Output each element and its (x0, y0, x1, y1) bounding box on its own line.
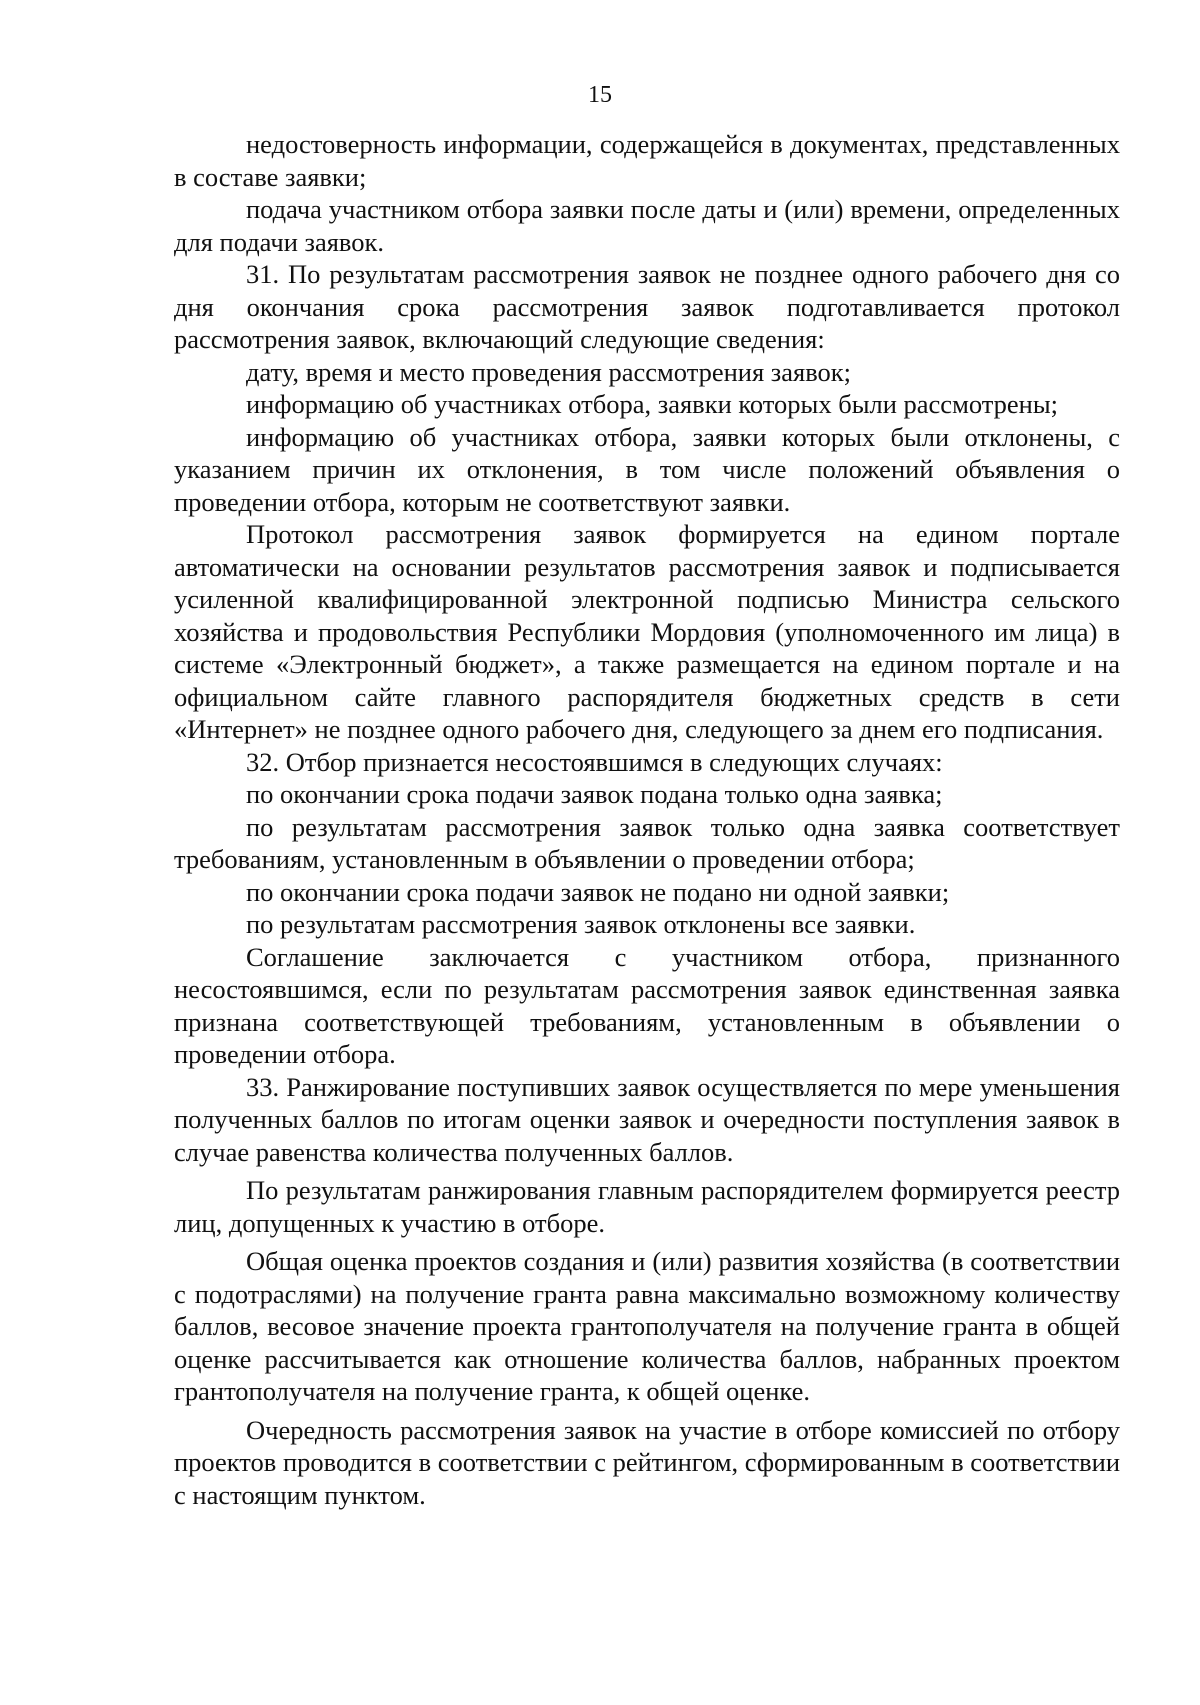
paragraph-32: 32. Отбор признается несостоявшимся в следующих случаях: (246, 746, 943, 777)
paragraph: по результатам рассмотрения заявок отклонены все заявки. (246, 909, 916, 939)
paragraph: Соглашение заключается с участником отбора, признанного несостоявшимся, если по результатам рассмотрения заявок единственная заявка признана соответствующей требованиям, установленным в объявлении о проведении отбора. (174, 941, 1120, 1069)
paragraph: Протокол рассмотрения заявок формируется на едином портале автоматически на основании результатов рассмотрения заявок и подписывается усиленной квалифицированной электронной подписью Министра сельского хозяйства и продовольствия Республики Мордовия (уполномоченного им лица) в системе «Электронный бюджет», а также размещается на едином портале и на официальном сайте главного распорядителя бюджетных средств в сети «Интернет» не позднее одного рабочего дня, следующего за днем его подписания. (174, 519, 1120, 744)
paragraph: по результатам рассмотрения заявок только одна заявка соответствует требованиям, установленным в объявлении о проведении отбора; (174, 811, 1120, 874)
paragraph: информацию об участниках отбора, заявки которых были рассмотрены; (246, 389, 1059, 419)
paragraph-33: 33. Ранжирование поступивших заявок осуществляется по мере уменьшения полученных баллов по итогам оценки заявок и очередности поступления заявок в случае равенства количества полученных баллов. (174, 1071, 1120, 1167)
paragraph: дату, время и место проведения рассмотрения заявок; (246, 356, 852, 387)
paragraph-31: 31. По результатам рассмотрения заявок не позднее одного рабочего дня со дня окончания срока рассмотрения заявок подготавливается протокол рассмотрения заявок, включающий следующие сведения: (174, 259, 1120, 354)
document-body (174, 128, 1120, 1511)
page-number: 15 (588, 82, 612, 108)
paragraph: по окончании срока подачи заявок не подано ни одной заявки; (246, 876, 950, 907)
paragraph: подача участником отбора заявки после даты и (или) времени, определенных для подачи заявок. (174, 194, 1120, 257)
paragraph: информацию об участниках отбора, заявки которых были отклонены, с указанием причин их отклонения, в том числе положений объявления о проведении отбора, которым не соответствуют заявки. (174, 421, 1120, 517)
paragraph: По результатам ранжирования главным распорядителем формируется реестр лиц, допущенных к участию в отборе. (174, 1175, 1120, 1238)
paragraph: по окончании срока подачи заявок подана только одна заявка; (246, 779, 943, 809)
paragraph: Очередность рассмотрения заявок на участие в отборе комиссией по отбору проектов проводится в соответствии с рейтингом, сформированным в соответствии с настоящим пунктом. (174, 1414, 1120, 1510)
paragraph: Общая оценка проектов создания и (или) развития хозяйства (в соответствии с подотраслями) на получение гранта равна максимально возможному количеству баллов, весовое значение проекта грантополучателя на получение гранта в общей оценке рассчитывается как отношение количества баллов, набранных проектом грантополучателя на получение гранта, к общей оценке. (174, 1246, 1120, 1406)
paragraph: недостоверность информации, содержащейся в документах, представленных в составе заявки; (174, 129, 1120, 192)
